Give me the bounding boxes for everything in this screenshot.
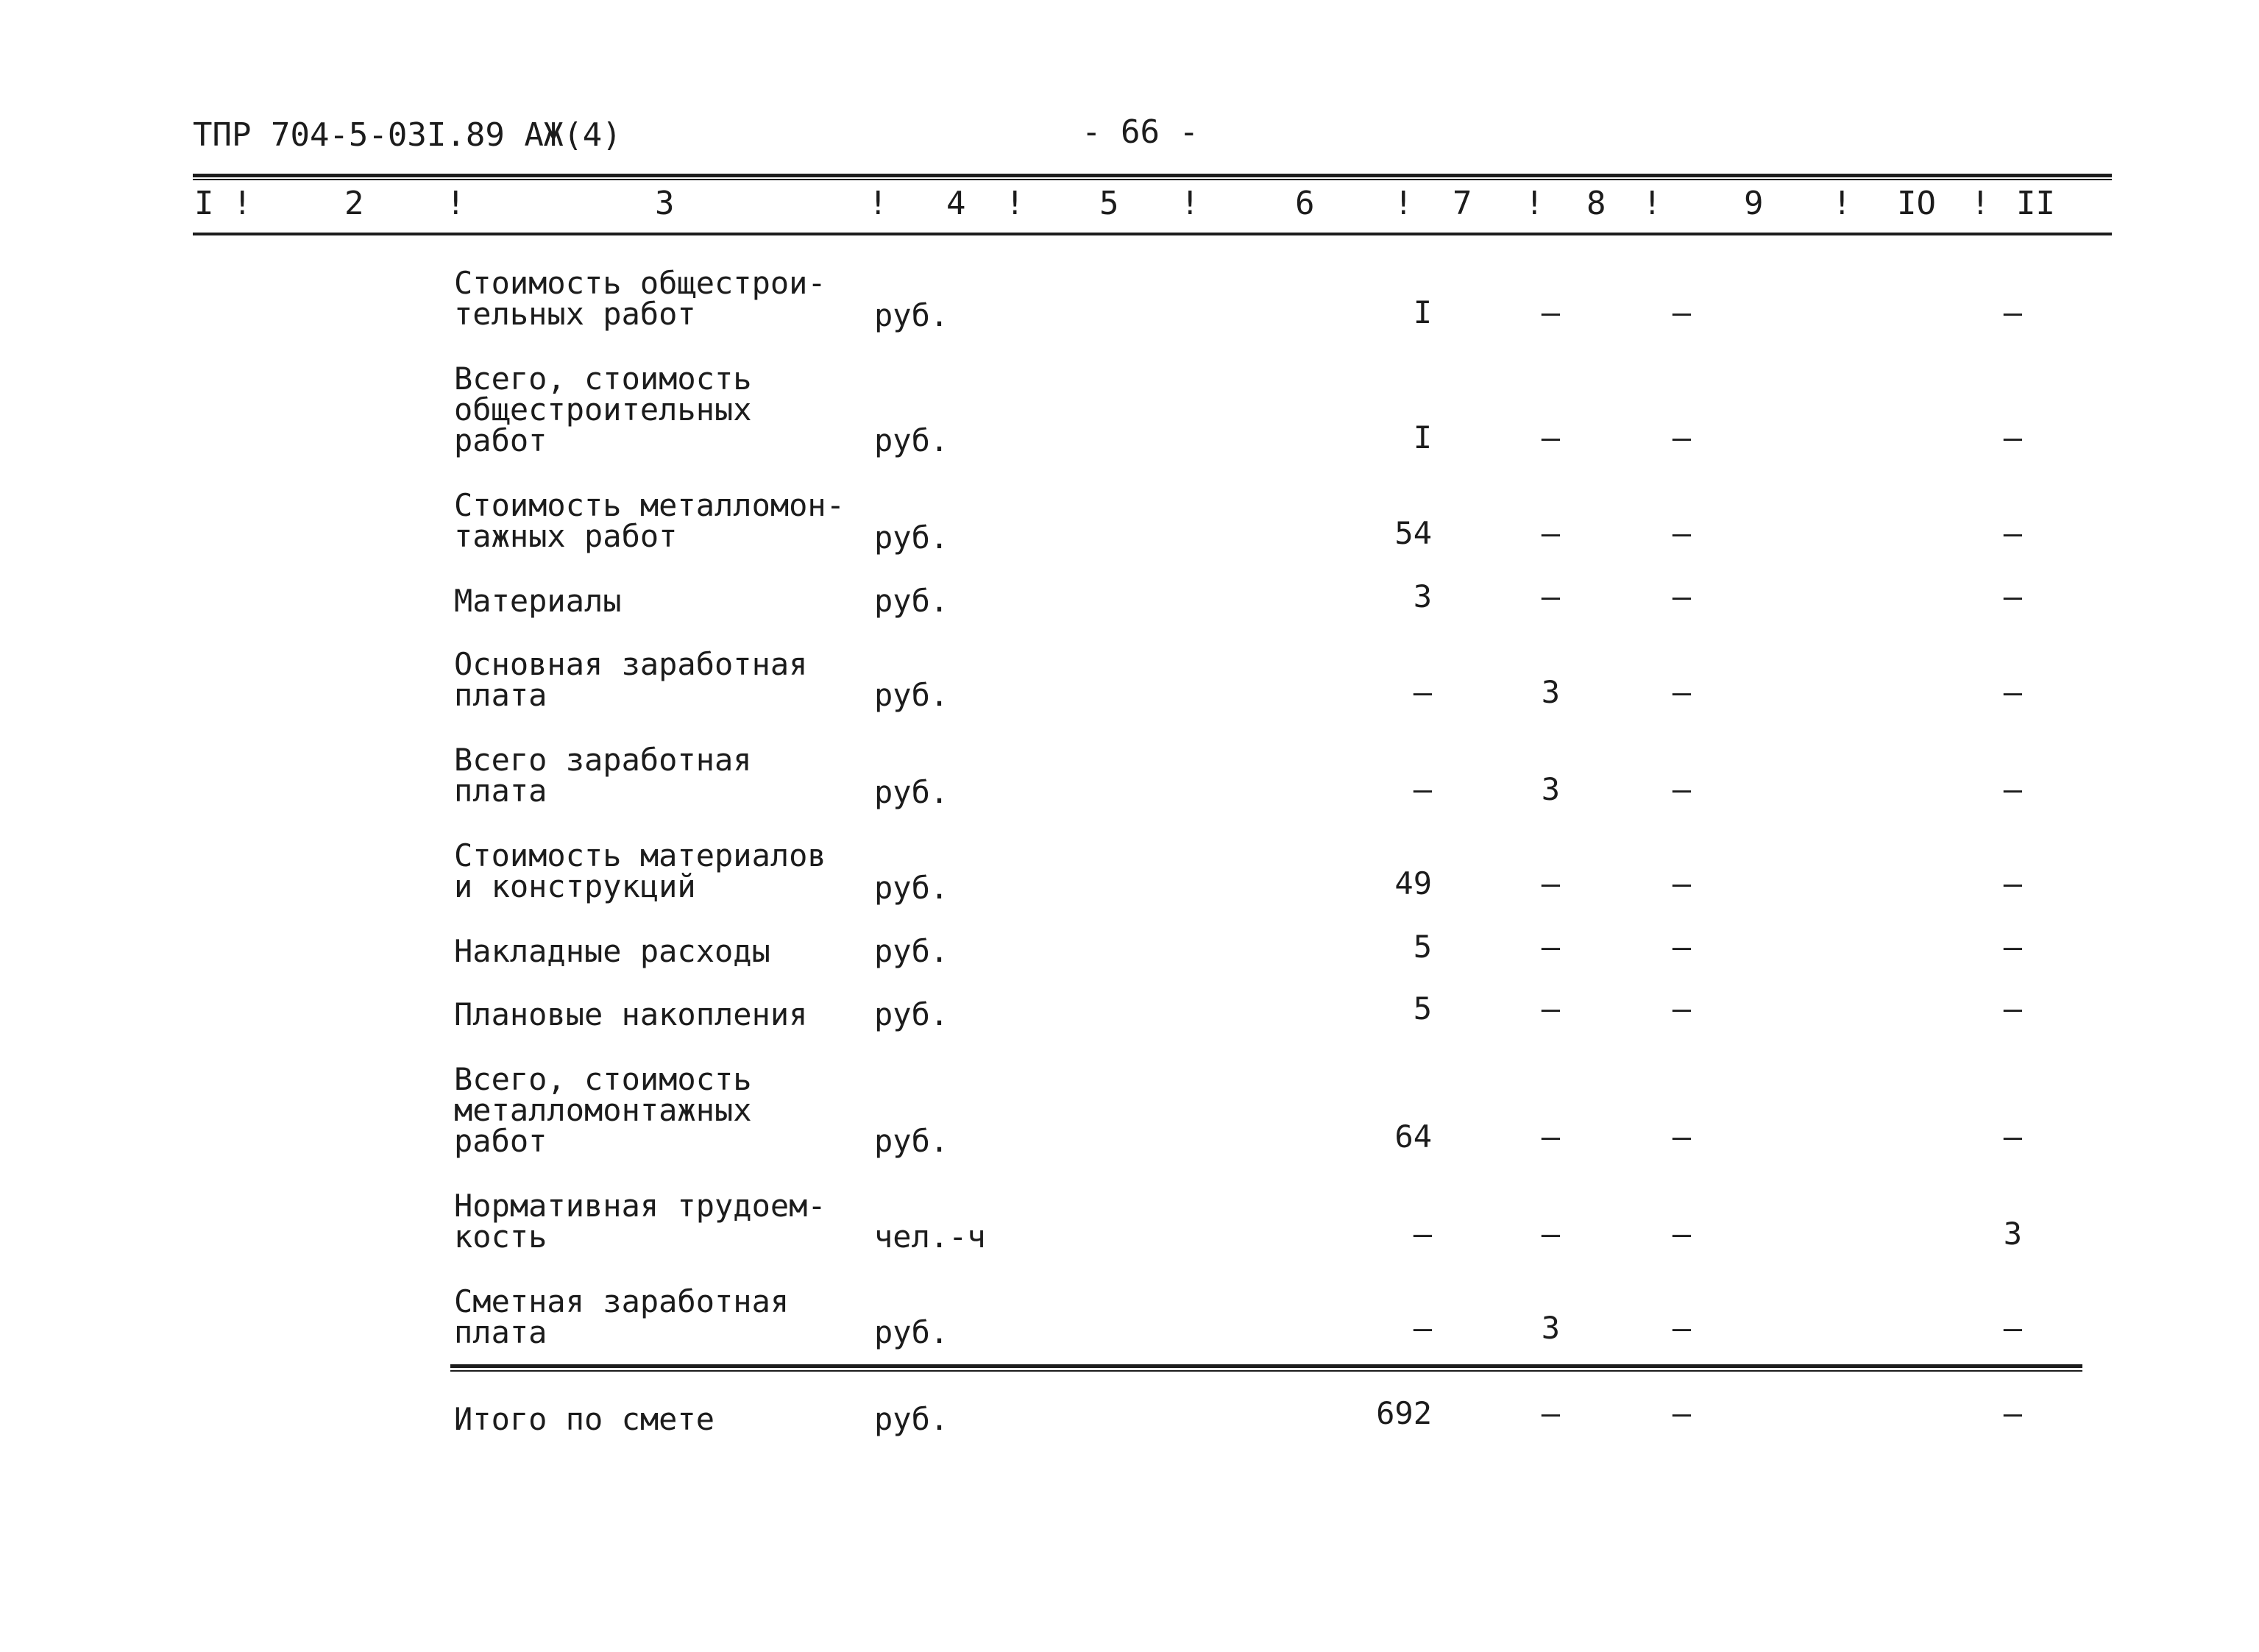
total-col7-value: 692	[1376, 1395, 1432, 1431]
row-name: Сметная заработная плата	[454, 1283, 790, 1350]
row-col11-value: –	[2003, 1310, 2022, 1346]
row-col8-value: –	[1541, 1119, 1560, 1155]
column-header-1: I	[194, 185, 214, 222]
row-col9-value: –	[1672, 1119, 1691, 1155]
row-col7-value: I	[1413, 294, 1432, 330]
row-col8-value: –	[1541, 419, 1560, 455]
row-name: Всего заработная плата	[454, 742, 752, 809]
column-header-7: 7	[1453, 185, 1472, 222]
row-col7-value: –	[1413, 1310, 1432, 1346]
total-col9-value: –	[1672, 1395, 1691, 1431]
row-col8-value: –	[1541, 865, 1560, 901]
row-col9-value: –	[1672, 865, 1691, 901]
total-col8-value: –	[1541, 1395, 1560, 1431]
row-col11-value: –	[2003, 294, 2022, 330]
row-unit: руб.	[874, 677, 949, 713]
row-col7-value: –	[1413, 771, 1432, 807]
row-name: Стоимость материалов и конструкций	[454, 837, 826, 904]
row-col11-value: –	[2003, 515, 2022, 551]
row-name: Материалы	[454, 583, 622, 619]
column-header-10: IO	[1897, 185, 1936, 222]
table-top-rule-thin	[193, 179, 2112, 180]
row-col8-value: –	[1541, 929, 1560, 965]
row-name: Стоимость металломон- тажных работ	[454, 487, 845, 554]
row-unit: руб.	[874, 520, 949, 556]
row-col11-value: –	[2003, 771, 2022, 807]
row-col8-value: –	[1541, 294, 1560, 330]
column-header-3: 3	[655, 185, 675, 222]
row-col11-value: –	[2003, 674, 2022, 710]
row-unit: руб.	[874, 1314, 949, 1350]
column-separator: !	[1642, 185, 1662, 222]
page-number: - 66 -	[1082, 113, 1199, 151]
column-header-4: 4	[946, 185, 966, 222]
column-separator: !	[1005, 185, 1025, 222]
total-separator-rule	[450, 1364, 2082, 1368]
row-col8-value: 3	[1541, 771, 1560, 807]
row-col8-value: –	[1541, 515, 1560, 551]
total-row-name: Итого по смете	[454, 1401, 715, 1437]
row-name: Всего, стоимость общестроительных работ	[454, 361, 752, 458]
row-col7-value: 64	[1394, 1119, 1432, 1155]
row-col11-value: –	[2003, 1119, 2022, 1155]
row-col9-value: –	[1672, 990, 1691, 1027]
row-name: Плановые накопления	[454, 996, 808, 1032]
row-col8-value: 3	[1541, 674, 1560, 710]
row-name: Основная заработная плата	[454, 646, 808, 713]
row-col7-value: 5	[1413, 929, 1432, 965]
row-unit: руб.	[874, 583, 949, 619]
row-col9-value: –	[1672, 771, 1691, 807]
row-unit: руб.	[874, 774, 949, 810]
column-separator: !	[1525, 185, 1545, 222]
row-col9-value: –	[1672, 1216, 1691, 1252]
column-separator: !	[1394, 185, 1414, 222]
row-col11-value: –	[2003, 865, 2022, 901]
header-bottom-rule	[193, 233, 2112, 235]
row-unit: чел.-ч	[874, 1219, 986, 1255]
total-separator-rule-thin	[450, 1370, 2082, 1372]
column-header-8: 8	[1586, 185, 1606, 222]
row-name: Нормативная трудоем- кость	[454, 1188, 826, 1255]
row-col9-value: –	[1672, 294, 1691, 330]
row-unit: руб.	[874, 1123, 949, 1159]
row-col8-value: –	[1541, 578, 1560, 614]
row-col7-value: 3	[1413, 578, 1432, 614]
column-separator: !	[1180, 185, 1200, 222]
row-col9-value: –	[1672, 674, 1691, 710]
column-separator: !	[1832, 185, 1852, 222]
row-name: Всего, стоимость металломонтажных работ	[454, 1061, 752, 1159]
column-header-2: 2	[344, 185, 364, 222]
row-unit: руб.	[874, 297, 949, 333]
table-top-rule	[193, 174, 2112, 177]
row-unit: руб.	[874, 996, 949, 1032]
row-name: Стоимость общестрои- тельных работ	[454, 265, 826, 332]
column-separator: !	[446, 185, 466, 222]
row-col8-value: –	[1541, 1216, 1560, 1252]
row-col11-value: –	[2003, 419, 2022, 455]
column-separator: !	[1971, 185, 1990, 222]
row-col9-value: –	[1672, 419, 1691, 455]
column-header-9: 9	[1744, 185, 1764, 222]
row-col9-value: –	[1672, 578, 1691, 614]
row-col7-value: –	[1413, 1216, 1432, 1252]
column-header-11: II	[2016, 185, 2055, 222]
column-header-6: 6	[1295, 185, 1315, 222]
row-col8-value: 3	[1541, 1310, 1560, 1346]
row-col9-value: –	[1672, 515, 1691, 551]
row-col9-value: –	[1672, 929, 1691, 965]
row-col8-value: –	[1541, 990, 1560, 1027]
total-col11-value: –	[2003, 1395, 2022, 1431]
row-col11-value: –	[2003, 929, 2022, 965]
column-header-5: 5	[1099, 185, 1119, 222]
row-unit: руб.	[874, 422, 949, 458]
document-code: ТПР 704-5-03I.89 АЖ(4)	[193, 116, 622, 154]
row-col7-value: 5	[1413, 990, 1432, 1027]
row-col11-value: –	[2003, 990, 2022, 1027]
row-col9-value: –	[1672, 1310, 1691, 1346]
row-unit: руб.	[874, 933, 949, 969]
column-separator: !	[233, 185, 252, 222]
row-col7-value: –	[1413, 674, 1432, 710]
row-col11-value: –	[2003, 578, 2022, 614]
row-col11-value: 3	[2003, 1216, 2022, 1252]
row-name: Накладные расходы	[454, 933, 770, 969]
column-separator: !	[868, 185, 888, 222]
total-row-unit: руб.	[874, 1401, 949, 1437]
row-col7-value: 54	[1394, 515, 1432, 551]
row-col7-value: 49	[1394, 865, 1432, 901]
row-col7-value: I	[1413, 419, 1432, 455]
row-unit: руб.	[874, 870, 949, 906]
